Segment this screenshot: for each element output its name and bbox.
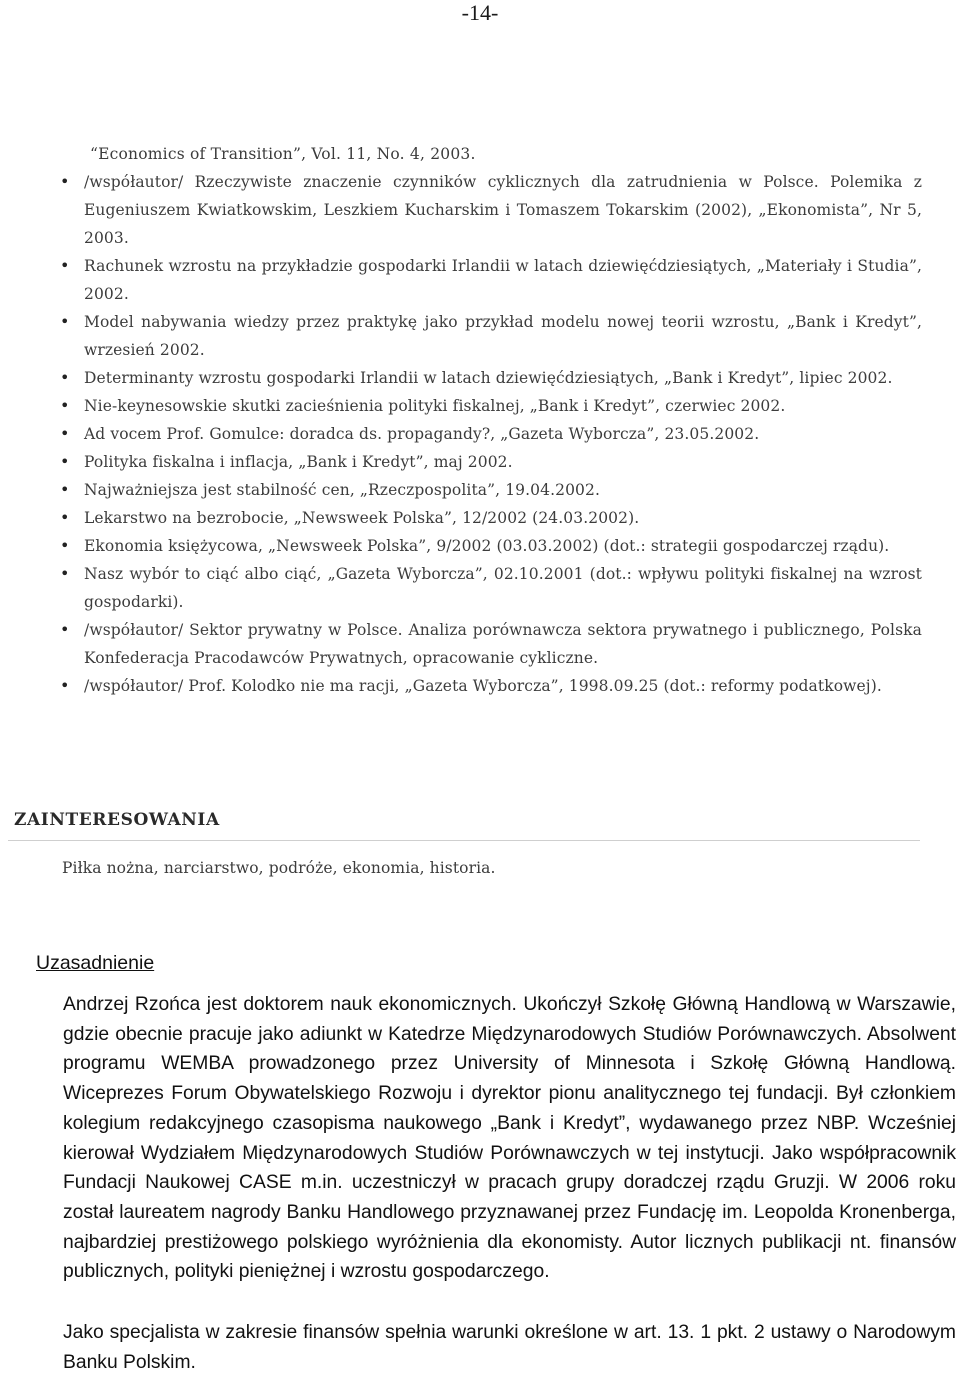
publication-item: [60, 420, 922, 448]
bullet-icon: •: [60, 312, 70, 331]
bullet-icon: •: [60, 564, 70, 583]
bullet-icon: •: [60, 536, 70, 555]
section-divider: [8, 840, 920, 841]
publication-continuation: “Economics of Transition”, Vol. 11, No. 4, 2003.: [90, 145, 476, 163]
publication-item: [60, 364, 922, 392]
publication-text: /współautor/ Rzeczywiste znaczenie czynników cyklicznych dla zatrudnienia w Polsce. Polemika z Eugeniuszem Kwiatkowskim, Leszkiem Kucharskim i Tomaszem Tokarskim (2002), „Ekonomista”, Nr 5, 2003.: [84, 173, 922, 247]
publication-item: [60, 448, 922, 476]
publication-item: [60, 672, 922, 700]
bullet-icon: •: [60, 508, 70, 527]
bullet-icon: •: [60, 424, 70, 443]
publication-item: [60, 532, 922, 560]
publication-text: Rachunek wzrostu na przykładzie gospodarki Irlandii w latach dziewięćdziesiątych, „Materiały i Studia”, 2002.: [84, 257, 922, 303]
publication-text: Najważniejsza jest stabilność cen, „Rzeczpospolita”, 19.04.2002.: [84, 481, 600, 499]
bullet-icon: •: [60, 480, 70, 499]
bullet-icon: •: [60, 256, 70, 275]
publication-item: [60, 168, 922, 252]
publication-item: [60, 252, 922, 308]
bullet-icon: •: [60, 452, 70, 471]
publication-text: Nie-keynesowskie skutki zacieśnienia polityki fiskalnej, „Bank i Kredyt”, czerwiec 2002.: [84, 397, 786, 415]
publication-text: Determinanty wzrostu gospodarki Irlandii w latach dziewięćdziesiątych, „Bank i Kredyt”, lipiec 2002.: [84, 369, 893, 387]
bullet-icon: •: [60, 368, 70, 387]
publication-item: [60, 392, 922, 420]
publication-text: Polityka fiskalna i inflacja, „Bank i Kredyt”, maj 2002.: [84, 453, 513, 471]
page-number: -14-: [461, 0, 499, 25]
justification-paragraph: Andrzej Rzońca jest doktorem nauk ekonomicznych. Ukończył Szkołę Główną Handlową w Warszawie, gdzie obecnie pracuje jako adiunkt w Katedrze Międzynarodowych Studiów Porównawczych. Absolwent programu WEMBA prowadzonego przez University of Minnesota i Szkołę Główną Handlową. Wiceprezes Forum Obywatelskiego Rozwoju i dyrektor pionu analitycznego tej fundacji. Był członkiem kolegium redakcyjnego czasopisma naukowego „Bank i Kredyt”, wydawanego przez NBP. Wcześniej kierował Wydziałem Międzynarodowych Studiów Porównawczych w tej instytucji. Jako współpracownik Fundacji Naukowej CASE m.in. uczestniczył w pracach grupy doradczej rządu Gruzji. W 2006 roku został laureatem nagrody Banku Handlowego przyznawanej przez Fundację im. Leopolda Kronenberga, najbardziej prestiżowego polskiego wyróżnienia dla ekonomisty. Autor licznych publikacji nt. finansów publicznych, polityki pieniężnej i wzrostu gospodarczego.: [63, 994, 956, 1283]
publication-item: [60, 504, 922, 532]
publication-text: Ad vocem Prof. Gomulce: doradca ds. propagandy?, „Gazeta Wyborcza”, 23.05.2002.: [84, 425, 760, 443]
bullet-icon: •: [60, 396, 70, 415]
bullet-icon: •: [60, 172, 70, 191]
scanned-cv-excerpt: [60, 140, 922, 700]
publication-list: [60, 168, 922, 700]
section-title-interests: ZAINTERESOWANIA: [14, 810, 220, 830]
bullet-icon: •: [60, 620, 70, 639]
publication-text: /współautor/ Sektor prywatny w Polsce. Analiza porównawcza sektora prywatnego i publicznego, Polska Konfederacja Pracodawców Prywatnych, opracowanie cykliczne.: [84, 621, 922, 667]
interests-text: Piłka nożna, narciarstwo, podróże, ekonomia, historia.: [62, 859, 496, 877]
publication-text: Model nabywania wiedzy przez praktykę jako przykład modelu nowej teorii wzrostu, „Bank i Kredyt”, wrzesień 2002.: [84, 313, 922, 359]
publication-item: [60, 476, 922, 504]
publication-text: Lekarstwo na bezrobocie, „Newsweek Polska”, 12/2002 (24.03.2002).: [84, 509, 640, 527]
justification-heading: Uzasadnienie: [36, 952, 155, 974]
justification-closing-paragraph: Jako specjalista w zakresie finansów spełnia warunki określone w art. 13. 1 pkt. 2 ustawy o Narodowym Banku Polskim.: [63, 1322, 956, 1373]
publication-text: /współautor/ Prof. Kolodko nie ma racji, „Gazeta Wyborcza”, 1998.09.25 (dot.: reformy podatkowej).: [84, 677, 882, 695]
publication-item: [60, 308, 922, 364]
publication-text: Nasz wybór to ciąć albo ciąć, „Gazeta Wyborcza”, 02.10.2001 (dot.: wpływu polityki fiskalnej na wzrost gospodarki).: [84, 565, 922, 611]
publication-item: [60, 560, 922, 616]
publication-text: Ekonomia księżycowa, „Newsweek Polska”, 9/2002 (03.03.2002) (dot.: strategii gospodarczej rządu).: [84, 537, 890, 555]
publication-item: [60, 616, 922, 672]
bullet-icon: •: [60, 676, 70, 695]
